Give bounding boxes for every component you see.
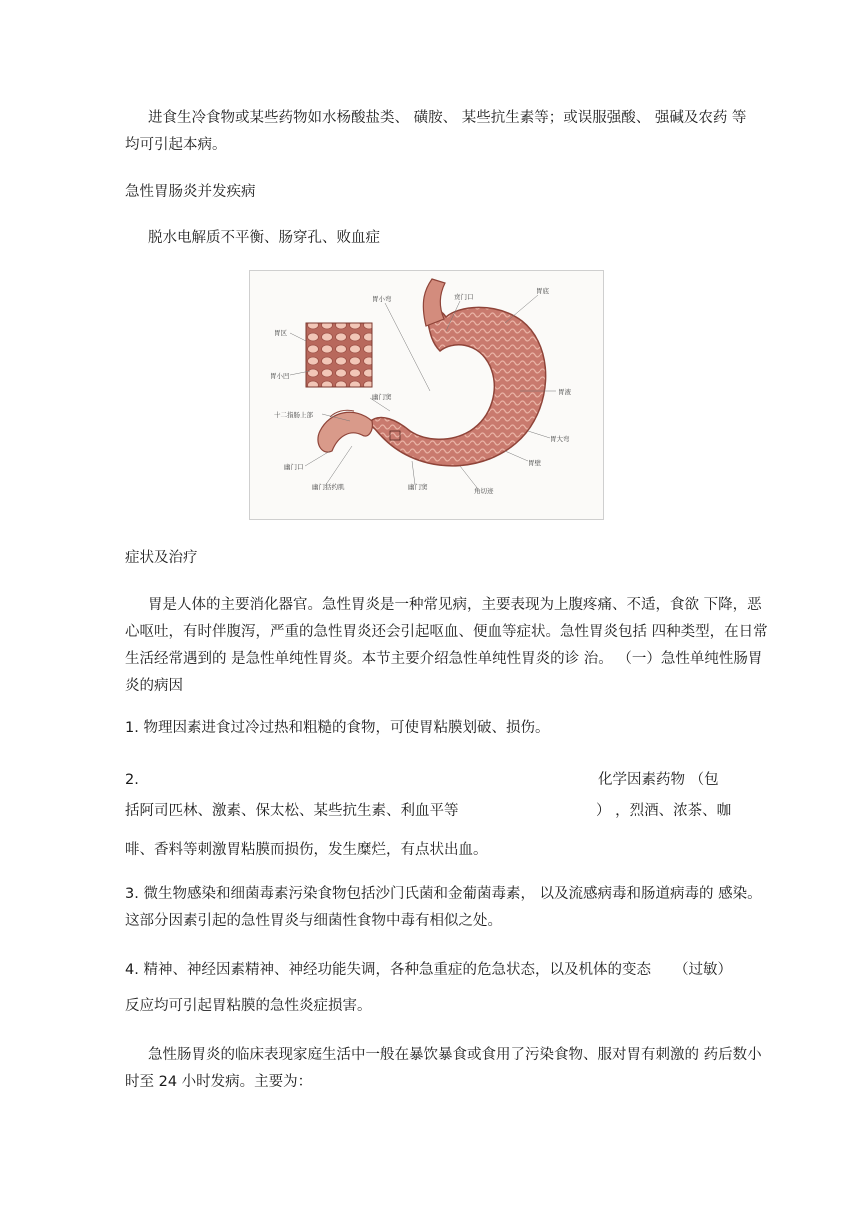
cause-item-4-line-2: 反应均可引起胃粘膜的急性炎症损害。 [125, 998, 372, 1014]
label-wall: 胃壁 [528, 459, 541, 467]
cause-item-3-line-2: 这部分因素引起的急性胃炎与细菌性食物中毒有相似之处。 [125, 913, 502, 929]
label-cardia: 贲门口 [454, 293, 474, 301]
label-duodenum-upper: 十二指肠上部 [274, 411, 313, 419]
symptoms-heading: 症状及治疗 [125, 550, 198, 566]
cause-item-2-line-2-right: ） ，烈酒、浓茶、咖 [596, 803, 732, 819]
label-gastric-area: 胃区 [274, 329, 287, 337]
label-antrum: 幽门窦 [408, 483, 428, 491]
cause-item-2-right: 化学因素药物 （包 [598, 772, 719, 788]
cause-item-4-line-1: 4. 精神、神经因素精神、神经功能失调，各种急重症的危急状态，以及机体的变态 [125, 962, 651, 978]
label-lesser-curvature: 胃小弯 [372, 295, 392, 303]
symptoms-p1-line-4: 炎的病因 [125, 678, 183, 694]
label-pylorus: 幽门口 [284, 463, 304, 471]
label-fundus: 胃底 [536, 287, 549, 295]
clinical-line-1: 急性肠胃炎的临床表现家庭生活中一般在暴饮暴食或食用了污染食物、服对胃有刺激的 药后数小 [148, 1047, 762, 1063]
cause-item-2-line-2: 括阿司匹林、激素、保太松、某些抗生素、利血平等 [125, 803, 459, 819]
label-gastric-pit: 胃小凹 [270, 372, 290, 380]
label-greater-curvature: 胃大弯 [550, 435, 570, 443]
symptoms-p1-line-3: 生活经常遇到的 是急性单纯性胃炎。本节主要介绍急性单纯性胃炎的诊 治。 （一）急性单纯性肠胃 [125, 651, 763, 667]
label-angular-incisure: 角切迹 [474, 487, 494, 495]
symptoms-p1-line-2: 心呕吐，有时伴腹泻，严重的急性胃炎还会引起呕血、便血等症状。急性胃炎包括 四种类型，在日常 [125, 624, 768, 640]
symptoms-p1-line-1: 胃是人体的主要消化器官。急性胃炎是一种常见病，主要表现为上腹疼痛、不适，食欲 下降，恶 [148, 597, 762, 613]
intro-line-2: 均可引起本病。 [125, 137, 227, 153]
cause-item-4-right: （过敏） [674, 962, 732, 978]
cause-item-1: 1. 物理因素进食过冷过热和粗糙的食物，可使胃粘膜划破、损伤。 [125, 720, 550, 736]
label-pyloric-canal: 幽门窦 [372, 393, 392, 401]
cause-item-2-number: 2. [125, 772, 139, 788]
complications-heading: 急性胃肠炎并发疾病 [125, 184, 256, 200]
stomach-illustration [250, 271, 603, 519]
label-pyloric-sphincter: 幽门括约肌 [312, 483, 345, 491]
cause-item-2-line-3: 啡、香料等刺激胃粘膜而损伤，发生糜烂，有点状出血。 [125, 842, 488, 858]
clinical-line-2: 时至 24 小时发病。主要为： [125, 1074, 313, 1090]
intro-line-1: 进食生冷食物或某些药物如水杨酸盐类、 磺胺、 某些抗生素等；或误服强酸、 强碱及农药 等 [148, 110, 747, 126]
stomach-anatomy-figure [249, 270, 604, 520]
label-body: 胃液 [558, 388, 571, 396]
cause-item-3-line-1: 3. 微生物感染和细菌毒素污染食物包括沙门氏菌和金葡菌毒素， 以及流感病毒和肠道病毒的 感染。 [125, 886, 762, 902]
complications-text: 脱水电解质不平衡、肠穿孔、败血症 [148, 230, 380, 246]
